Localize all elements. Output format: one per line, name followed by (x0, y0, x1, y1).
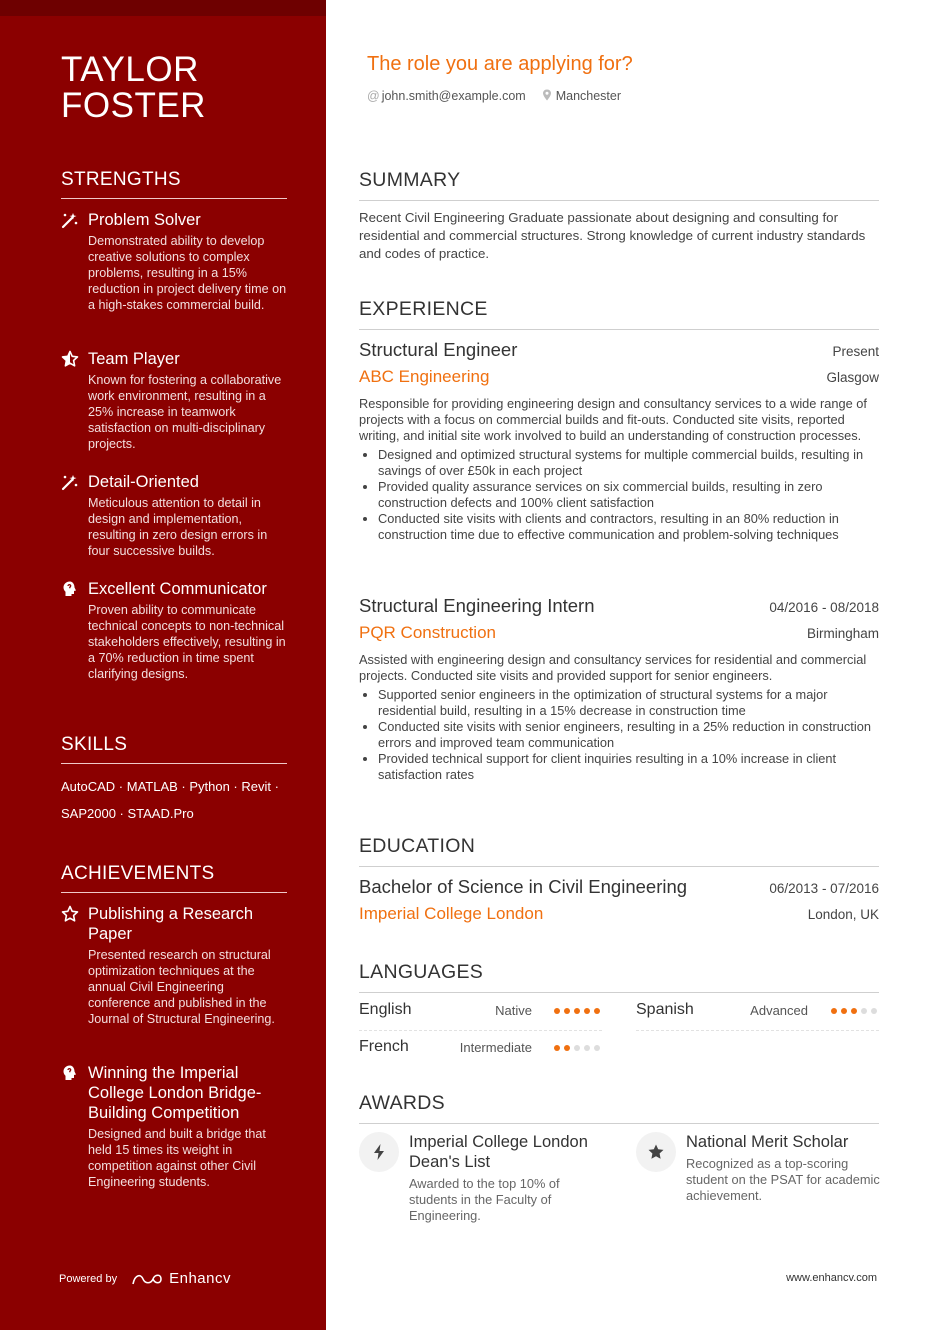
award-icon-circle (636, 1132, 676, 1172)
language-dots (554, 1045, 600, 1051)
star-icon (647, 1143, 665, 1161)
company-name: ABC Engineering (359, 367, 490, 386)
education-dates: 06/2013 - 07/2016 (769, 881, 879, 896)
summary-heading: SUMMARY (359, 169, 879, 201)
proficiency-dot (564, 1008, 570, 1014)
last-name: FOSTER (61, 86, 206, 125)
achievement-item (61, 1063, 287, 1190)
strength-item (61, 349, 287, 452)
contact-info (367, 89, 621, 103)
achievement-title: Winning the Imperial College London Bridge-Building Competition (88, 1064, 262, 1122)
sidebar-top-bar (0, 0, 326, 16)
proficiency-dot (584, 1045, 590, 1051)
skills-list (61, 773, 301, 827)
languages-heading: LANGUAGES (359, 961, 879, 993)
job-dates: Present (832, 344, 879, 359)
job-bullet: • Supported senior engineers in the optimization of structural systems for a major residential build, resulting in a 15% decrease in construction time (378, 687, 879, 719)
language-name: English (359, 1001, 412, 1018)
at-icon: @ (367, 89, 380, 103)
strength-item (61, 210, 287, 313)
experience-heading: EXPERIENCE (359, 298, 879, 330)
language-dots (831, 1008, 877, 1014)
job-bullet: • Provided technical support for client inquiries resulting in a 10% increase in client satisfaction rates (378, 751, 879, 783)
job-bullets (359, 687, 879, 783)
email-text: john.smith@example.com (381, 89, 526, 103)
proficiency-dot (851, 1008, 857, 1014)
skills-line: SAP2000 · STAAD.Pro (61, 806, 194, 821)
head-icon (61, 1064, 79, 1082)
award-title: Imperial College London Dean's List (409, 1133, 588, 1171)
award-desc: Recognized as a top-scoring student on the PSAT for academic achievement. (686, 1156, 880, 1203)
award-desc: Awarded to the top 10% of students in the Faculty of Engineering. (409, 1176, 560, 1223)
strength-desc: Proven ability to communicate technical concepts to non-technical stakeholders effectively, resulting in a 70% reduction in time spent clarifying designs. (88, 603, 286, 681)
email-contact[interactable] (367, 89, 526, 103)
footer-url[interactable]: www.enhancv.com (786, 1272, 877, 1284)
job-entry (359, 339, 879, 543)
language-name: French (359, 1038, 409, 1055)
achievement-item (61, 904, 287, 1027)
language-divider (636, 1030, 879, 1031)
job-title: Structural Engineer (359, 339, 518, 360)
achievement-title: Publishing a Research Paper (88, 905, 254, 943)
job-location: Glasgow (826, 370, 879, 385)
enhancv-logo[interactable] (131, 1270, 231, 1287)
strength-title: Team Player (88, 350, 180, 368)
job-bullet: • Provided quality assurance services on six commercial builds, resulting in zero construction defects and 100% client satisfaction (378, 479, 879, 511)
wand-icon (61, 211, 79, 229)
job-desc: Assisted with engineering design and consultancy services for residential and commercial projects. Conducted site visits and provided support for senior engineers. (359, 652, 867, 683)
role-title[interactable]: The role you are applying for? (367, 53, 633, 75)
language-name: Spanish (636, 1001, 694, 1018)
language-divider (359, 1030, 602, 1031)
first-name: TAYLOR (61, 50, 199, 89)
proficiency-dot (574, 1045, 580, 1051)
achievement-desc: Presented research on structural optimization techniques at the annual Civil Engineering conference and published in the Journal of Structural Engineering. (88, 948, 275, 1026)
degree-title: Bachelor of Science in Civil Engineering (359, 876, 688, 897)
proficiency-dot (554, 1008, 560, 1014)
sidebar (0, 0, 326, 1330)
proficiency-dot (554, 1045, 560, 1051)
star-half-icon (61, 350, 79, 368)
education-location: London, UK (807, 907, 879, 922)
language-level: Intermediate (459, 1040, 532, 1055)
school-name: Imperial College London (359, 904, 544, 923)
candidate-name (61, 52, 206, 124)
location-pin-icon (542, 89, 552, 101)
proficiency-dot (574, 1008, 580, 1014)
strength-title: Problem Solver (88, 211, 201, 229)
powered-by-label: Powered by (59, 1272, 118, 1285)
proficiency-dot (584, 1008, 590, 1014)
job-location: Birmingham (806, 626, 879, 641)
proficiency-dot (594, 1045, 600, 1051)
job-bullet: • Designed and optimized structural systems for multiple commercial builds, resulting in savings of over £50k in each project (378, 447, 879, 479)
brand-name: Enhancv (169, 1270, 231, 1287)
proficiency-dot (831, 1008, 837, 1014)
achievements-heading: ACHIEVEMENTS (61, 863, 287, 893)
job-entry (359, 595, 879, 783)
location-contact (542, 89, 621, 103)
star-outline-icon (61, 905, 79, 923)
strength-desc: Demonstrated ability to develop creative solutions to complex problems, resulting in a 15% reduction in project delivery time on a high-stakes commercial build. (88, 234, 287, 312)
strength-title: Excellent Communicator (88, 580, 267, 598)
award-item (359, 1132, 604, 1224)
skills-line: AutoCAD · MATLAB · Python · Revit · (61, 779, 279, 794)
skills-heading: SKILLS (61, 734, 287, 764)
job-dates: 04/2016 - 08/2018 (769, 600, 879, 615)
language-level: Advanced (750, 1003, 808, 1018)
job-bullet: • Conducted site visits with clients and contractors, resulting in an 80% reduction in construction time due to effective communication and problem-solving techniques (378, 511, 879, 543)
proficiency-dot (594, 1008, 600, 1014)
strengths-heading: STRENGTHS (61, 169, 287, 199)
job-title: Structural Engineering Intern (359, 595, 595, 616)
job-desc: Responsible for providing engineering design and consultancy services to a wide range of projects with a focus on commercial builds and fit-outs. Conducted site visits, reported writing, and initial site work involved to build an understanding of construction processes. (359, 396, 867, 443)
awards-heading: AWARDS (359, 1092, 879, 1124)
strength-desc: Meticulous attention to detail in design and implementation, resulting in zero design errors in four successive builds. (88, 496, 268, 558)
education-entry (359, 876, 879, 924)
award-title: National Merit Scholar (686, 1133, 849, 1151)
head-icon (61, 580, 79, 598)
location-text: Manchester (555, 89, 622, 103)
proficiency-dot (871, 1008, 877, 1014)
enhancv-logo-icon (131, 1271, 163, 1287)
wand-icon (61, 473, 79, 491)
proficiency-dot (564, 1045, 570, 1051)
job-bullets (359, 447, 879, 543)
language-level: Native (495, 1003, 532, 1018)
lightning-icon (372, 1143, 386, 1161)
summary-text: Recent Civil Engineering Graduate passionate about designing and consulting for residential and commercial structures. Strong knowledge of current industry standards and codes of practice. (359, 210, 866, 261)
strength-item (61, 472, 287, 559)
achievement-desc: Designed and built a bridge that held 15 times its weight in competition against other Civil Engineering students. (88, 1127, 266, 1189)
strength-desc: Known for fostering a collaborative work environment, resulting in a 25% increase in teamwork satisfaction on multi-disciplinary projects. (88, 373, 282, 451)
strength-item (61, 579, 287, 682)
powered-by (59, 1270, 231, 1287)
job-bullet: • Conducted site visits with senior engineers, resulting in a 25% reduction in construction errors and improved team communication (378, 719, 879, 751)
proficiency-dot (841, 1008, 847, 1014)
language-dots (554, 1008, 600, 1014)
company-name: PQR Construction (359, 623, 496, 642)
education-heading: EDUCATION (359, 835, 879, 867)
strength-title: Detail-Oriented (88, 473, 199, 491)
award-icon-circle (359, 1132, 399, 1172)
proficiency-dot (861, 1008, 867, 1014)
award-item (636, 1132, 881, 1204)
